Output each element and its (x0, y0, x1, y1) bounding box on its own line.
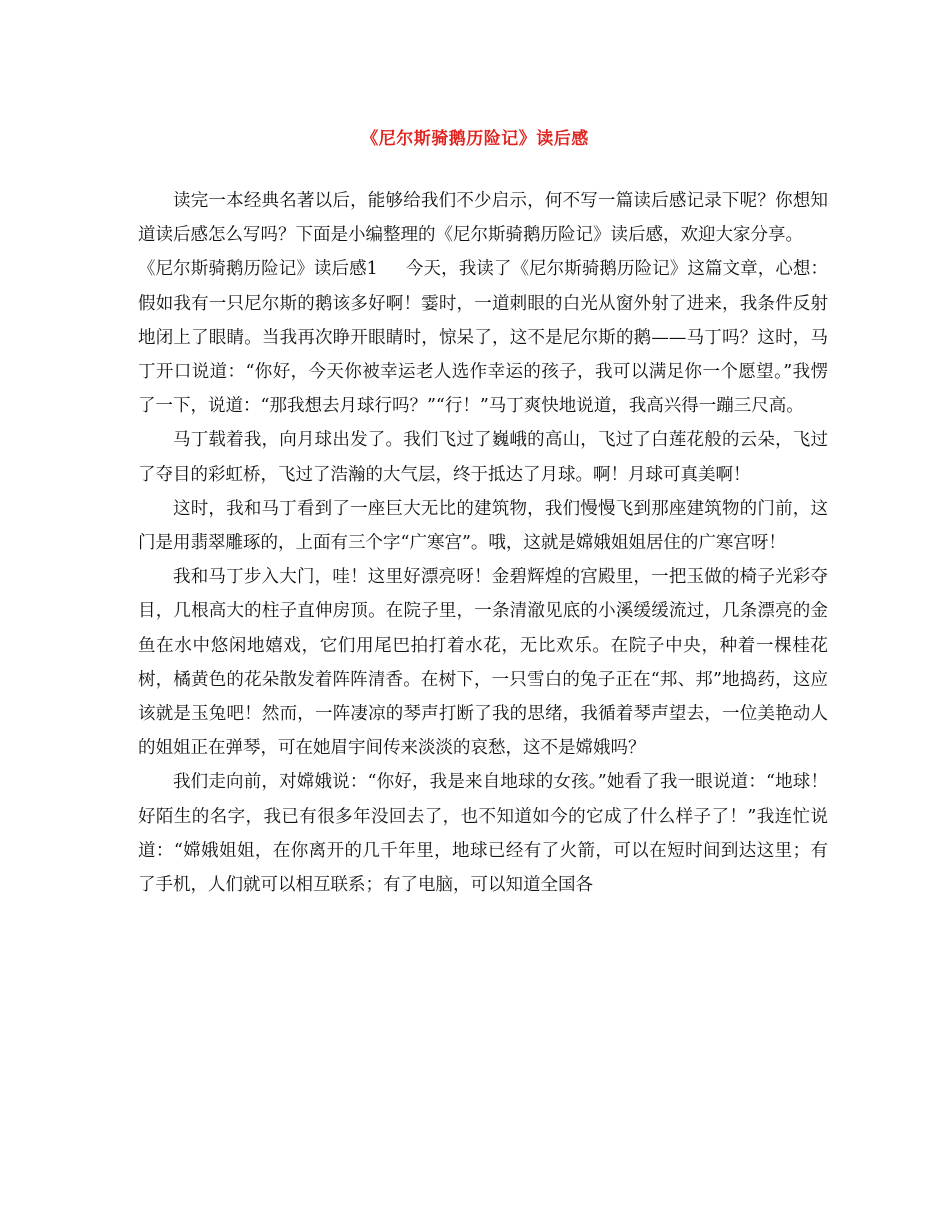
section-heading: 《尼尔斯骑鹅历险记》读后感1 (138, 259, 378, 280)
document-title: 《尼尔斯骑鹅历险记》读后感 (361, 129, 589, 149)
section-1-paragraph (138, 252, 828, 423)
section-1-text: 今天，我读了《尼尔斯骑鹅历险记》这篇文章，心想：假如我有一只尼尔斯的鹅该多好啊！霎时，一道刺眼的白光从窗外射了进来，我条件反射地闭上了眼睛。当我再次睁开眼睛时，惊呆了，这不是尼尔斯的鹅——马丁吗？这时，马丁开口说道：“你好，今天你被幸运老人选作幸运的孩子，我可以满足你一个愿望。”我愣了一下，说道：“那我想去月球行吗？”“行！”马丁爽快地说道，我高兴得一蹦三尺高。 (138, 259, 829, 417)
paragraph-flight: 马丁载着我，向月球出发了。我们飞过了巍峨的高山，飞过了白莲花般的云朵，飞过了夺目的彩虹桥，飞过了浩瀚的大气层，终于抵达了月球。啊！月球可真美啊！ (138, 430, 828, 485)
paragraph-palace: 这时，我和马丁看到了一座巨大无比的建筑物，我们慢慢飞到那座建筑物的门前，这门是用翡翠雕琢的，上面有三个字“广寒宫”。哦，这就是嫦娥姐姐居住的广寒宫呀！ (138, 498, 828, 554)
intro-paragraph: 读完一本经典名著以后，能够给我们不少启示，何不写一篇读后感记录下呢？你想知道读后感怎么写吗？下面是小编整理的《尼尔斯骑鹅历险记》读后感，欢迎大家分享。 (138, 191, 828, 246)
paragraph-dialogue: 我们走向前，对嫦娥说：“你好，我是来自地球的女孩。”她看了我一眼说道：“地球！好陌生的名字，我已有很多年没回去了，也不知道如今的它成了什么样子了！”我连忙说道：“嫦娥姐姐，在你离开的几千年里，地球已经有了火箭，可以在短时间到达这里；有了手机，人们就可以相互联系；有了电脑，可以知道全国各 (138, 772, 828, 896)
document-body (138, 184, 828, 902)
paragraph-courtyard: 我和马丁步入大门，哇！这里好漂亮呀！金碧辉煌的宫殿里，一把玉做的椅子光彩夺目，几根高大的柱子直伸房顶。在院子里，一条清澈见底的小溪缓缓流过，几条漂亮的金鱼在水中悠闲地嬉戏，它们用尾巴拍打着水花，无比欢乐。在院子中央，种着一棵桂花树，橘黄色的花朵散发着阵阵清香。在树下，一只雪白的兔子正在“邦、邦”地捣药，这应该就是玉兔吧！然而，一阵凄凉的琴声打断了我的思绪，我循着琴声望去，一位美艳动人的姐姐正在弹琴，可在她眉宇间传来淡淡的哀愁，这不是嫦娥吗？ (138, 567, 828, 759)
